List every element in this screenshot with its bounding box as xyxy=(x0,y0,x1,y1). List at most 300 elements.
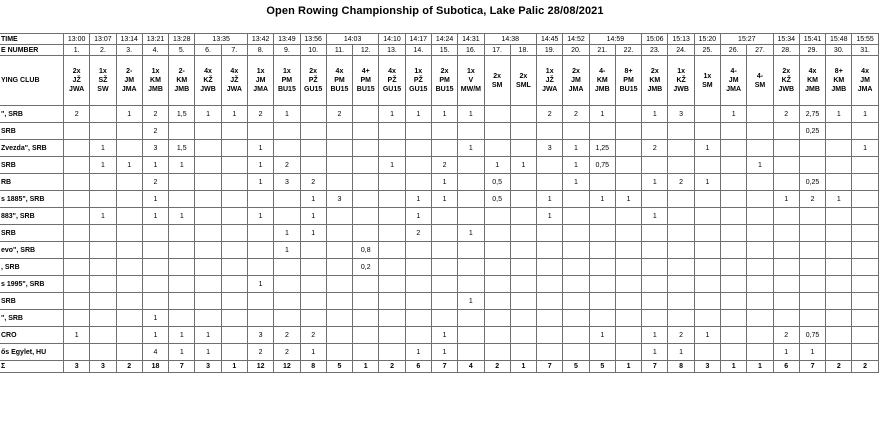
race-number: 16. xyxy=(458,45,484,56)
boat-class-line: KM xyxy=(649,77,661,84)
club-points-cell xyxy=(142,259,168,276)
club-points-cell: 1 xyxy=(169,157,195,174)
club-points-cell xyxy=(405,123,431,140)
race-number: 11. xyxy=(326,45,352,56)
sum-cell: 1 xyxy=(510,361,536,373)
club-points-cell: 1 xyxy=(274,225,300,242)
club-points-cell xyxy=(326,293,352,310)
results-table-container xyxy=(0,33,879,373)
boat-class-line: 8+ xyxy=(834,68,843,75)
club-points-cell xyxy=(615,123,641,140)
boat-class-line: GU15 xyxy=(409,86,428,93)
race-number: 29. xyxy=(799,45,825,56)
club-points-cell xyxy=(773,140,799,157)
club-points-cell: 1 xyxy=(405,208,431,225)
club-points-cell xyxy=(247,242,273,259)
club-points-cell xyxy=(747,225,773,242)
club-points-cell xyxy=(747,191,773,208)
sum-cell: 3 xyxy=(694,361,720,373)
club-points-cell: 1 xyxy=(431,174,457,191)
club-points-cell: 2 xyxy=(642,140,668,157)
club-points-cell: 0,5 xyxy=(484,191,510,208)
club-points-cell xyxy=(589,123,615,140)
race-time: 14:17 xyxy=(405,34,431,45)
club-points-cell: 1 xyxy=(431,106,457,123)
club-points-cell xyxy=(326,123,352,140)
boat-class xyxy=(405,56,431,106)
club-points-cell: 1 xyxy=(694,174,720,191)
club-points-cell: 2 xyxy=(668,174,694,191)
club-points-cell xyxy=(64,157,90,174)
club-points-cell xyxy=(221,123,247,140)
club-points-cell xyxy=(274,191,300,208)
boat-class-line: BU15 xyxy=(330,86,349,93)
club-points-cell xyxy=(247,123,273,140)
boat-class-line: JWB xyxy=(778,86,795,93)
club-points-cell xyxy=(642,276,668,293)
club-points-cell: 1 xyxy=(642,174,668,191)
club-points-cell: 1 xyxy=(431,344,457,361)
club-points-cell xyxy=(195,123,221,140)
club-points-cell xyxy=(537,157,563,174)
sum-cell: 12 xyxy=(274,361,300,373)
race-time: 15:55 xyxy=(852,34,878,45)
club-points-cell xyxy=(668,310,694,327)
club-points-cell: 1 xyxy=(563,174,589,191)
boat-class xyxy=(799,56,825,106)
boat-class-line: 1x xyxy=(677,68,685,75)
boat-class-line: KM xyxy=(176,77,188,84)
club-points-cell: 1 xyxy=(405,191,431,208)
club-points-cell xyxy=(721,310,747,327)
club-points-cell xyxy=(431,293,457,310)
club-points-cell: 1 xyxy=(642,106,668,123)
club-points-cell xyxy=(458,174,484,191)
club-points-cell xyxy=(116,174,142,191)
sum-cell: 7 xyxy=(799,361,825,373)
race-time: 14:10 xyxy=(379,34,405,45)
club-points-cell: 1,5 xyxy=(169,140,195,157)
club-points-cell: 1 xyxy=(589,106,615,123)
club-row xyxy=(0,327,878,344)
boat-class-line: PŽ xyxy=(387,77,397,84)
club-points-cell xyxy=(169,123,195,140)
club-points-cell xyxy=(510,276,536,293)
boat-class-line: JWB xyxy=(673,86,689,93)
club-points-cell xyxy=(90,327,116,344)
club-name: s 1995", SRB xyxy=(0,276,64,293)
boat-class xyxy=(563,56,589,106)
race-number: 8. xyxy=(247,45,273,56)
club-points-cell xyxy=(537,259,563,276)
club-points-cell xyxy=(353,123,379,140)
club-points-cell xyxy=(64,191,90,208)
club-points-cell xyxy=(563,276,589,293)
club-points-cell xyxy=(458,242,484,259)
club-points-cell: 1 xyxy=(300,208,326,225)
club-points-cell: 1 xyxy=(852,140,878,157)
club-points-cell xyxy=(668,293,694,310)
club-points-cell xyxy=(274,276,300,293)
club-points-cell xyxy=(615,242,641,259)
club-points-cell xyxy=(773,310,799,327)
club-points-cell xyxy=(90,259,116,276)
club-points-cell xyxy=(326,276,352,293)
boat-class-line: SM xyxy=(702,81,713,89)
club-points-cell xyxy=(300,157,326,174)
club-points-cell xyxy=(563,208,589,225)
club-points-cell xyxy=(537,310,563,327)
club-points-cell xyxy=(431,123,457,140)
club-points-cell xyxy=(563,327,589,344)
boat-class-line: 2- xyxy=(126,68,133,75)
club-points-cell xyxy=(615,310,641,327)
boat-class-line: BU15 xyxy=(619,86,638,93)
boat-class-line: GU15 xyxy=(304,86,323,93)
club-points-cell xyxy=(431,310,457,327)
club-points-cell: 1 xyxy=(458,225,484,242)
club-points-cell xyxy=(326,344,352,361)
club-points-cell: 1 xyxy=(826,191,852,208)
boat-class-line: JWA xyxy=(226,86,242,93)
sum-cell: 5 xyxy=(563,361,589,373)
club-points-cell xyxy=(274,293,300,310)
club-points-cell: 1 xyxy=(405,106,431,123)
race-number: 15. xyxy=(431,45,457,56)
club-points-cell xyxy=(326,310,352,327)
club-points-cell xyxy=(694,259,720,276)
club-points-cell xyxy=(142,293,168,310)
club-points-cell: 1 xyxy=(195,327,221,344)
club-points-cell: 1 xyxy=(615,191,641,208)
club-points-cell xyxy=(668,208,694,225)
boat-class-line: JŽ xyxy=(230,77,239,84)
club-points-cell xyxy=(747,140,773,157)
club-points-cell: 0,5 xyxy=(484,174,510,191)
club-points-cell xyxy=(642,123,668,140)
boat-class-line: KM xyxy=(150,77,161,84)
club-points-cell xyxy=(274,208,300,225)
race-time: 15:48 xyxy=(826,34,852,45)
club-points-cell xyxy=(773,174,799,191)
club-points-cell xyxy=(721,174,747,191)
club-points-cell xyxy=(90,293,116,310)
sum-cell: 6 xyxy=(773,361,799,373)
club-points-cell xyxy=(195,276,221,293)
club-points-cell: 4 xyxy=(142,344,168,361)
club-points-cell xyxy=(537,276,563,293)
sum-cell: 2 xyxy=(484,361,510,373)
club-points-cell xyxy=(247,259,273,276)
sum-cell: 8 xyxy=(300,361,326,373)
club-points-cell xyxy=(169,242,195,259)
boat-class-line: 1x xyxy=(414,68,423,75)
race-number: 24. xyxy=(668,45,694,56)
club-points-cell xyxy=(826,140,852,157)
club-points-cell: 2 xyxy=(142,174,168,191)
club-points-cell xyxy=(747,259,773,276)
club-points-cell xyxy=(799,225,825,242)
club-points-cell xyxy=(826,208,852,225)
club-points-cell: 1 xyxy=(247,174,273,191)
club-points-cell xyxy=(353,310,379,327)
club-points-cell xyxy=(615,174,641,191)
club-points-cell: 2 xyxy=(274,327,300,344)
boat-class xyxy=(247,56,273,106)
club-points-cell: 1 xyxy=(721,106,747,123)
club-points-cell xyxy=(116,191,142,208)
club-points-cell xyxy=(458,327,484,344)
boat-class xyxy=(353,56,379,106)
club-points-cell xyxy=(379,327,405,344)
club-points-cell xyxy=(826,157,852,174)
club-points-cell xyxy=(799,157,825,174)
club-points-cell: 3 xyxy=(537,140,563,157)
club-points-cell xyxy=(300,140,326,157)
club-points-cell: 1 xyxy=(563,140,589,157)
club-points-cell xyxy=(90,344,116,361)
club-points-cell xyxy=(458,191,484,208)
boat-class xyxy=(589,56,615,106)
club-points-cell xyxy=(353,191,379,208)
boat-class-line: 4x xyxy=(204,68,212,75)
club-points-cell xyxy=(379,208,405,225)
club-points-cell: 2 xyxy=(773,106,799,123)
race-time: 13:21 xyxy=(142,34,168,45)
boat-class-line: BU15 xyxy=(435,86,454,93)
club-points-cell xyxy=(721,276,747,293)
club-points-cell: 1 xyxy=(195,106,221,123)
club-points-cell xyxy=(615,106,641,123)
club-points-cell xyxy=(431,259,457,276)
club-points-cell xyxy=(510,208,536,225)
boat-class-line: SML xyxy=(516,81,531,89)
club-points-cell: 2 xyxy=(431,157,457,174)
club-points-cell xyxy=(799,259,825,276)
club-points-cell xyxy=(721,344,747,361)
club-points-cell xyxy=(826,259,852,276)
club-points-cell xyxy=(826,225,852,242)
race-number: 28. xyxy=(773,45,799,56)
club-points-cell: 1 xyxy=(431,191,457,208)
club-points-cell: 1 xyxy=(589,327,615,344)
race-time: 15:20 xyxy=(694,34,720,45)
race-time: 14:45 xyxy=(537,34,563,45)
race-time: 14:24 xyxy=(431,34,457,45)
boat-class-line: KM xyxy=(833,77,845,84)
club-points-cell xyxy=(484,106,510,123)
club-points-cell xyxy=(852,191,878,208)
club-points-cell: 1 xyxy=(642,327,668,344)
club-points-cell xyxy=(589,225,615,242)
club-points-cell xyxy=(510,106,536,123)
boat-class-line: SM xyxy=(491,81,503,89)
boat-class-line: BU15 xyxy=(277,86,296,93)
club-points-cell xyxy=(274,259,300,276)
club-name: 883", SRB xyxy=(0,208,64,225)
club-points-cell: 1 xyxy=(142,208,168,225)
club-points-cell xyxy=(510,140,536,157)
club-points-cell xyxy=(852,276,878,293)
boat-class-line: 2x xyxy=(493,72,502,80)
club-points-cell xyxy=(826,310,852,327)
club-points-cell: 0,25 xyxy=(799,123,825,140)
sum-cell: 3 xyxy=(90,361,116,373)
race-number: 2. xyxy=(90,45,116,56)
club-points-cell xyxy=(668,259,694,276)
club-points-cell xyxy=(615,327,641,344)
boat-class xyxy=(379,56,405,106)
club-points-cell xyxy=(773,276,799,293)
club-points-cell xyxy=(379,276,405,293)
club-points-cell xyxy=(537,225,563,242)
club-points-cell xyxy=(326,225,352,242)
club-points-cell xyxy=(64,344,90,361)
boat-class-line: 1x xyxy=(466,68,475,75)
club-points-cell xyxy=(274,140,300,157)
club-points-cell: 2 xyxy=(563,106,589,123)
race-time: 14:38 xyxy=(484,34,537,45)
club-name: ", SRB xyxy=(0,106,64,123)
club-points-cell xyxy=(274,310,300,327)
race-number: 5. xyxy=(169,45,195,56)
sum-cell: 2 xyxy=(852,361,878,373)
club-points-cell xyxy=(247,225,273,242)
club-points-cell xyxy=(300,123,326,140)
club-points-cell: 2 xyxy=(799,191,825,208)
boat-class-line: JMB xyxy=(594,86,610,93)
boat-class-line: JMB xyxy=(174,86,190,93)
club-points-cell xyxy=(379,242,405,259)
club-points-cell xyxy=(64,242,90,259)
club-points-cell xyxy=(379,310,405,327)
club-points-cell xyxy=(300,242,326,259)
club-points-cell xyxy=(247,310,273,327)
boat-class-line: JM xyxy=(860,77,870,84)
club-points-cell xyxy=(221,327,247,344)
club-points-cell xyxy=(431,208,457,225)
club-points-cell: 1 xyxy=(169,208,195,225)
boat-class-line: JMB xyxy=(805,86,820,93)
club-points-cell: 1 xyxy=(694,327,720,344)
club-points-cell xyxy=(615,259,641,276)
race-number: 7. xyxy=(221,45,247,56)
club-points-cell xyxy=(852,225,878,242)
club-points-cell xyxy=(799,276,825,293)
club-points-cell: 1 xyxy=(247,140,273,157)
club-points-cell xyxy=(221,276,247,293)
club-points-cell xyxy=(326,174,352,191)
race-number: 17. xyxy=(484,45,510,56)
club-points-cell xyxy=(799,310,825,327)
boat-class-line: 2x xyxy=(440,68,449,75)
club-points-cell xyxy=(799,293,825,310)
boat-class-line: JŽ xyxy=(545,77,554,84)
sum-cell: 2 xyxy=(379,361,405,373)
club-points-cell: 2 xyxy=(247,344,273,361)
race-number: 3. xyxy=(116,45,142,56)
race-number: 9. xyxy=(274,45,300,56)
club-row xyxy=(0,310,878,327)
club-points-cell xyxy=(721,191,747,208)
club-points-cell: 1 xyxy=(458,106,484,123)
club-points-cell xyxy=(64,225,90,242)
club-points-cell xyxy=(852,310,878,327)
club-points-cell xyxy=(510,344,536,361)
club-points-cell: 1 xyxy=(458,293,484,310)
sum-cell: 4 xyxy=(458,361,484,373)
boat-class-line: V xyxy=(468,77,474,84)
club-name: SRB xyxy=(0,157,64,174)
club-points-cell xyxy=(563,259,589,276)
club-points-cell: 0,25 xyxy=(799,174,825,191)
club-points-cell xyxy=(195,225,221,242)
time-row xyxy=(0,34,878,45)
club-points-cell xyxy=(195,259,221,276)
boat-class-line: 4x xyxy=(861,68,869,75)
club-points-cell xyxy=(221,157,247,174)
club-points-cell xyxy=(353,157,379,174)
club-points-cell xyxy=(642,310,668,327)
club-points-cell xyxy=(64,174,90,191)
club-points-cell xyxy=(510,123,536,140)
race-number: 27. xyxy=(747,45,773,56)
club-points-cell xyxy=(747,327,773,344)
club-points-cell xyxy=(721,123,747,140)
boat-class xyxy=(615,56,641,106)
club-points-cell xyxy=(169,225,195,242)
club-points-cell xyxy=(563,225,589,242)
boat-class-line: 1x xyxy=(282,68,291,75)
club-name: Zvezda", SRB xyxy=(0,140,64,157)
club-points-cell: 1 xyxy=(90,140,116,157)
club-points-cell xyxy=(589,310,615,327)
club-points-cell: 1 xyxy=(300,344,326,361)
club-points-cell xyxy=(353,174,379,191)
club-points-cell: 1 xyxy=(747,157,773,174)
race-time: 13:07 xyxy=(90,34,116,45)
club-points-cell xyxy=(773,123,799,140)
club-points-cell xyxy=(116,293,142,310)
club-points-cell xyxy=(589,276,615,293)
club-points-cell xyxy=(668,225,694,242)
club-name: ős Egylet, HU xyxy=(0,344,64,361)
club-points-cell xyxy=(642,191,668,208)
sum-label: Σ xyxy=(0,361,64,373)
club-points-cell xyxy=(563,310,589,327)
club-points-cell xyxy=(405,157,431,174)
race-time: 15:06 xyxy=(642,34,668,45)
race-number: 13. xyxy=(379,45,405,56)
race-time: 14:03 xyxy=(326,34,379,45)
boat-class-line: PM xyxy=(334,77,345,84)
club-points-cell xyxy=(405,293,431,310)
club-points-cell xyxy=(537,174,563,191)
club-points-cell xyxy=(747,208,773,225)
boat-class xyxy=(537,56,563,106)
boat-class-line: JM xyxy=(124,77,135,84)
club-points-cell xyxy=(274,123,300,140)
club-points-cell: 3 xyxy=(247,327,273,344)
boat-class xyxy=(510,56,536,106)
club-points-cell xyxy=(90,310,116,327)
club-points-cell: 1 xyxy=(90,208,116,225)
club-points-cell: 2 xyxy=(668,327,694,344)
club-points-cell xyxy=(510,310,536,327)
club-name: SRB xyxy=(0,225,64,242)
club-points-cell: 1 xyxy=(247,276,273,293)
club-points-cell xyxy=(221,344,247,361)
